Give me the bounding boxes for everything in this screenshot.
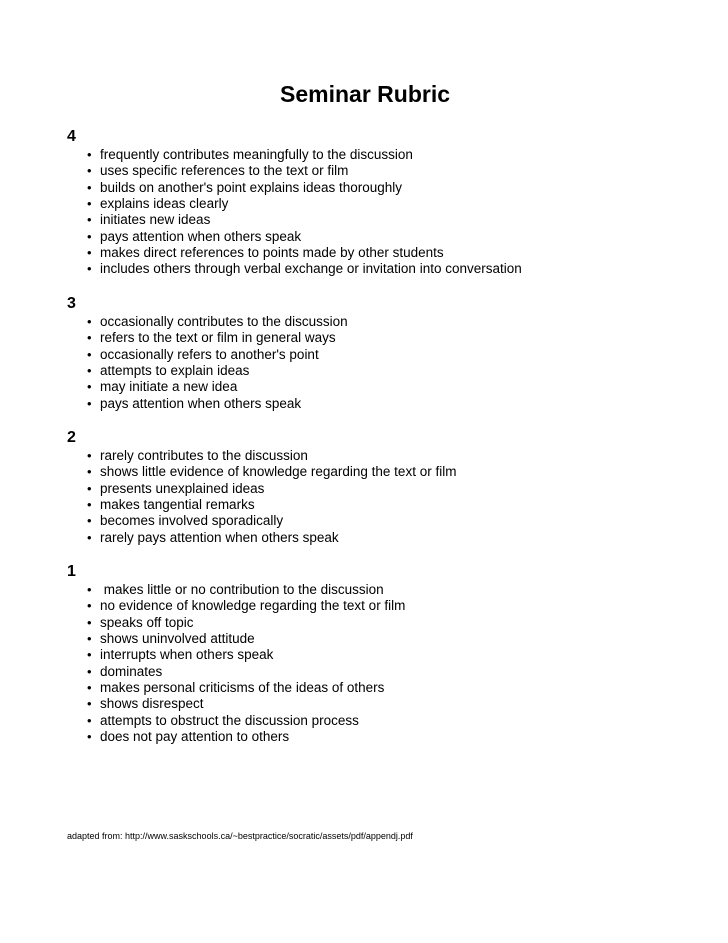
criteria-item: [87, 330, 687, 346]
bullet-icon: •: [87, 497, 92, 513]
bullet-icon: •: [87, 529, 92, 545]
criteria-text: attempts to obstruct the discussion process: [100, 712, 359, 728]
criteria-item: [87, 180, 687, 196]
bullet-icon: •: [87, 598, 92, 614]
bullet-icon: •: [87, 147, 92, 162]
page-title: Seminar Rubric: [280, 81, 450, 107]
bullet-icon: •: [87, 379, 92, 395]
criteria-item: [87, 530, 687, 546]
criteria-text: dominates: [100, 663, 163, 679]
criteria-text: does not pay attention to others: [100, 729, 290, 745]
criteria-text: includes others through verbal exchange or invitation into conversation: [100, 261, 522, 277]
criteria-text: refers to the text or film in general ways: [100, 330, 336, 346]
criteria-item: [87, 497, 687, 513]
criteria-item: [87, 598, 687, 614]
bullet-icon: •: [87, 179, 92, 195]
criteria-item: [87, 245, 687, 261]
criteria-text: makes personal criticisms of the ideas of others: [100, 680, 385, 696]
criteria-list: [67, 147, 687, 278]
criteria-item: [87, 615, 687, 631]
bullet-icon: •: [87, 330, 92, 346]
criteria-item: [87, 448, 687, 464]
criteria-text: rarely contributes to the discussion: [100, 448, 308, 463]
criteria-text: makes tangential remarks: [100, 497, 255, 513]
criteria-item: [87, 196, 687, 212]
criteria-text: makes little or no contribution to the discussion: [100, 582, 384, 597]
rubric-section-3: [67, 294, 687, 412]
criteria-text: no evidence of knowledge regarding the text or film: [100, 598, 406, 614]
bullet-icon: •: [87, 448, 92, 463]
bullet-icon: •: [87, 513, 92, 529]
rubric-section-1: [67, 562, 687, 745]
criteria-item: [87, 163, 687, 179]
criteria-item: [87, 729, 687, 745]
bullet-icon: •: [87, 314, 92, 329]
criteria-list: [67, 314, 687, 412]
criteria-item: [87, 212, 687, 228]
bullet-icon: •: [87, 261, 92, 277]
criteria-item: [87, 513, 687, 529]
bullet-icon: •: [87, 614, 92, 630]
criteria-text: builds on another's point explains ideas thoroughly: [100, 179, 403, 195]
criteria-text: may initiate a new idea: [100, 379, 238, 395]
criteria-text: becomes involved sporadically: [100, 513, 284, 529]
bullet-icon: •: [87, 647, 92, 663]
rubric-section-2: [67, 428, 687, 546]
bullet-icon: •: [87, 196, 92, 212]
bullet-icon: •: [87, 663, 92, 679]
criteria-item: [87, 396, 687, 412]
criteria-text: makes direct references to points made by other students: [100, 245, 444, 261]
criteria-item: [87, 379, 687, 395]
criteria-text: speaks off topic: [100, 614, 194, 630]
criteria-item: [87, 713, 687, 729]
criteria-item: [87, 464, 687, 480]
criteria-item: [87, 680, 687, 696]
bullet-icon: •: [87, 163, 92, 179]
criteria-text: presents unexplained ideas: [100, 480, 265, 496]
criteria-item: [87, 229, 687, 245]
criteria-text: pays attention when others speak: [100, 228, 302, 244]
criteria-list: [67, 582, 687, 745]
score-heading: 2: [67, 429, 76, 446]
criteria-text: pays attention when others speak: [100, 395, 302, 411]
criteria-text: interrupts when others speak: [100, 647, 274, 663]
criteria-item: [87, 261, 687, 277]
bullet-icon: •: [87, 680, 92, 696]
criteria-item: [87, 647, 687, 663]
criteria-text: shows disrespect: [100, 696, 204, 712]
criteria-item: [87, 481, 687, 497]
bullet-icon: •: [87, 729, 92, 745]
criteria-text: attempts to explain ideas: [100, 363, 250, 379]
criteria-text: uses specific references to the text or film: [100, 163, 349, 179]
bullet-icon: •: [87, 363, 92, 379]
rubric-section-4: [67, 127, 687, 278]
criteria-item: [87, 147, 687, 163]
bullet-icon: •: [87, 631, 92, 647]
criteria-text: rarely pays attention when others speak: [100, 529, 339, 545]
bullet-icon: •: [87, 480, 92, 496]
bullet-icon: •: [87, 245, 92, 261]
bullet-icon: •: [87, 395, 92, 411]
bullet-icon: •: [87, 212, 92, 228]
criteria-item: [87, 347, 687, 363]
criteria-text: occasionally refers to another's point: [100, 346, 319, 362]
criteria-item: [87, 314, 687, 330]
criteria-item: [87, 631, 687, 647]
score-heading: 4: [67, 128, 76, 145]
criteria-item: [87, 582, 687, 598]
criteria-list: [67, 448, 687, 546]
bullet-icon: •: [87, 228, 92, 244]
source-attribution: adapted from: http://www.saskschools.ca/~bestpractice/socratic/assets/pdf/appendj.pdf: [67, 831, 413, 841]
bullet-icon: •: [87, 696, 92, 712]
criteria-text: initiates new ideas: [100, 212, 211, 228]
criteria-item: [87, 696, 687, 712]
criteria-text: occasionally contributes to the discussion: [100, 314, 348, 329]
criteria-text: explains ideas clearly: [100, 196, 229, 212]
criteria-item: [87, 664, 687, 680]
bullet-icon: •: [87, 346, 92, 362]
score-heading: 3: [67, 295, 76, 312]
score-heading: 1: [67, 563, 76, 580]
criteria-text: shows little evidence of knowledge regarding the text or film: [100, 464, 457, 480]
criteria-text: frequently contributes meaningfully to the discussion: [100, 147, 413, 162]
bullet-icon: •: [87, 582, 92, 597]
criteria-item: [87, 363, 687, 379]
bullet-icon: •: [87, 464, 92, 480]
criteria-text: shows uninvolved attitude: [100, 631, 255, 647]
bullet-icon: •: [87, 712, 92, 728]
